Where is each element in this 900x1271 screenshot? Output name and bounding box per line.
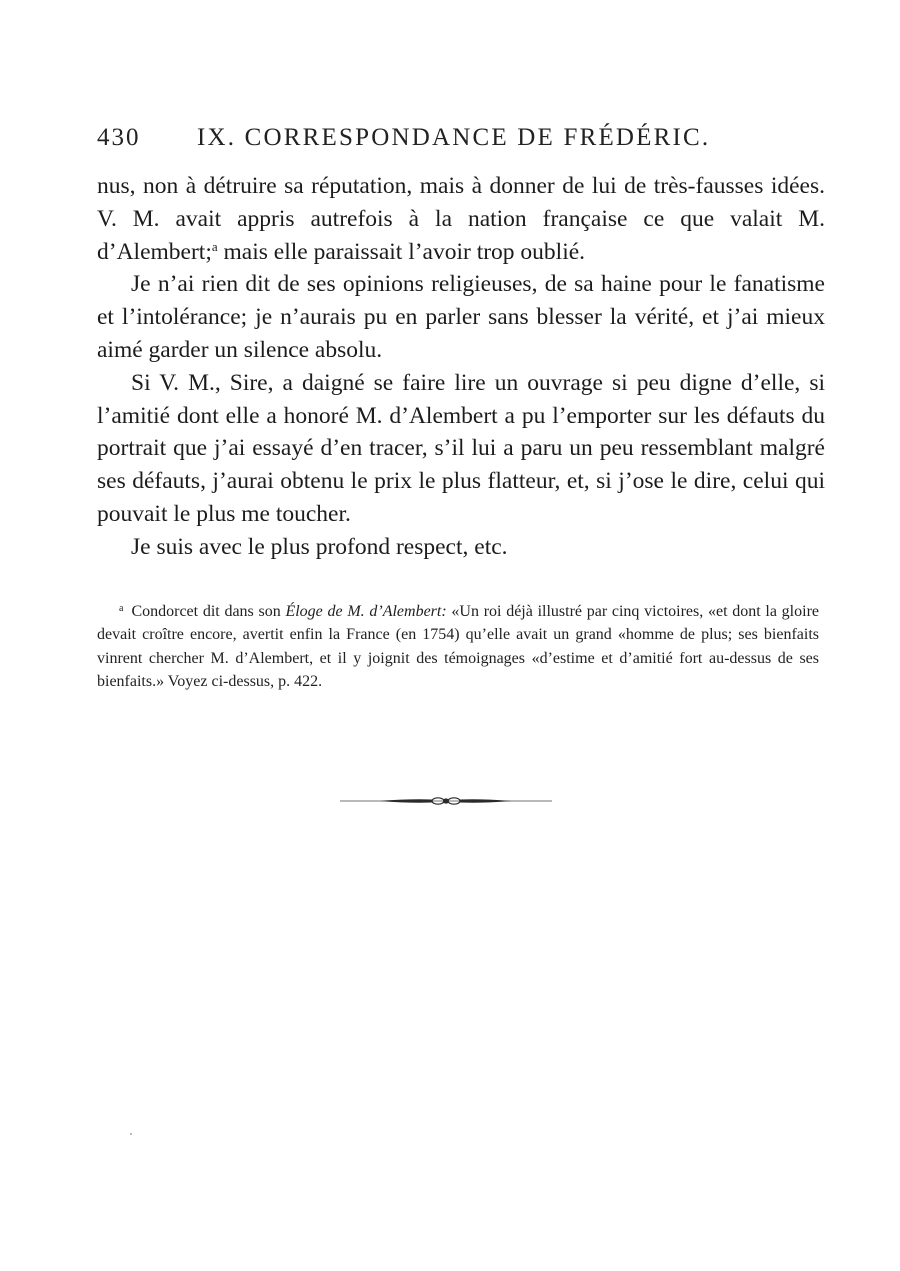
paragraph-1-text: nus, non à détruire sa réputation, mais à donner de lui de très-fausses idées. V. M. avait appris autrefois à la nation française ce que valait M. d’Alembert;	[97, 173, 825, 265]
page-number: 430	[97, 124, 141, 151]
footnote-quote: «Un roi déjà illustré par cinq victoires, «et dont la gloire devait croître encore, avertit enfin la France (en 1754) qu’elle avait un grand «homme de plus; ses bienfaits vinrent chercher M. d’Alembert, et il y joignit des témoignages «d’estime et d’amitié fort au-dessus de ses bienfaits.» Voyez ci-dessus, p. 422.	[97, 603, 820, 691]
paragraph-continuation	[97, 170, 825, 268]
running-head-title: IX. CORRESPONDANCE DE FRÉDÉRIC.	[197, 124, 711, 151]
footnote-reference: a	[211, 238, 218, 254]
main-text	[97, 170, 825, 564]
scan-speck	[130, 1133, 132, 1135]
footnote-intro: Condorcet dit dans son	[131, 603, 286, 620]
running-head	[97, 124, 837, 160]
footnote-marker: a	[119, 603, 124, 614]
footnote	[97, 597, 819, 694]
paragraph-3: Si V. M., Sire, a daigné se faire lire un ouvrage si peu digne d’elle, si l’amitié dont elle a honoré M. d’Alembert a pu l’emporter sur les défauts du portrait que j’ai essayé d’en tracer, s’il lui a paru un peu ressemblant malgré ses défauts, j’aurai obtenu le prix le plus flatteur, et, si j’ose le dire, celui qui pouvait le plus me toucher.	[97, 369, 825, 527]
paragraph-1-end: mais elle paraissait l’avoir trop oublié.	[217, 238, 586, 265]
footnote-text	[97, 597, 819, 694]
closing-line: Je suis avec le plus profond respect, etc.	[131, 533, 508, 560]
footnote-work-title: Éloge de M. d’Alembert:	[285, 603, 447, 620]
paragraph-2: Je n’ai rien dit de ses opinions religieuses, de sa haine pour le fanatisme et l’intolérance; je n’aurais pu en parler sans blesser la vérité, et j’ai mieux aimé garder un silence absolu.	[97, 271, 825, 363]
tailpiece-ornament-icon	[340, 794, 552, 808]
